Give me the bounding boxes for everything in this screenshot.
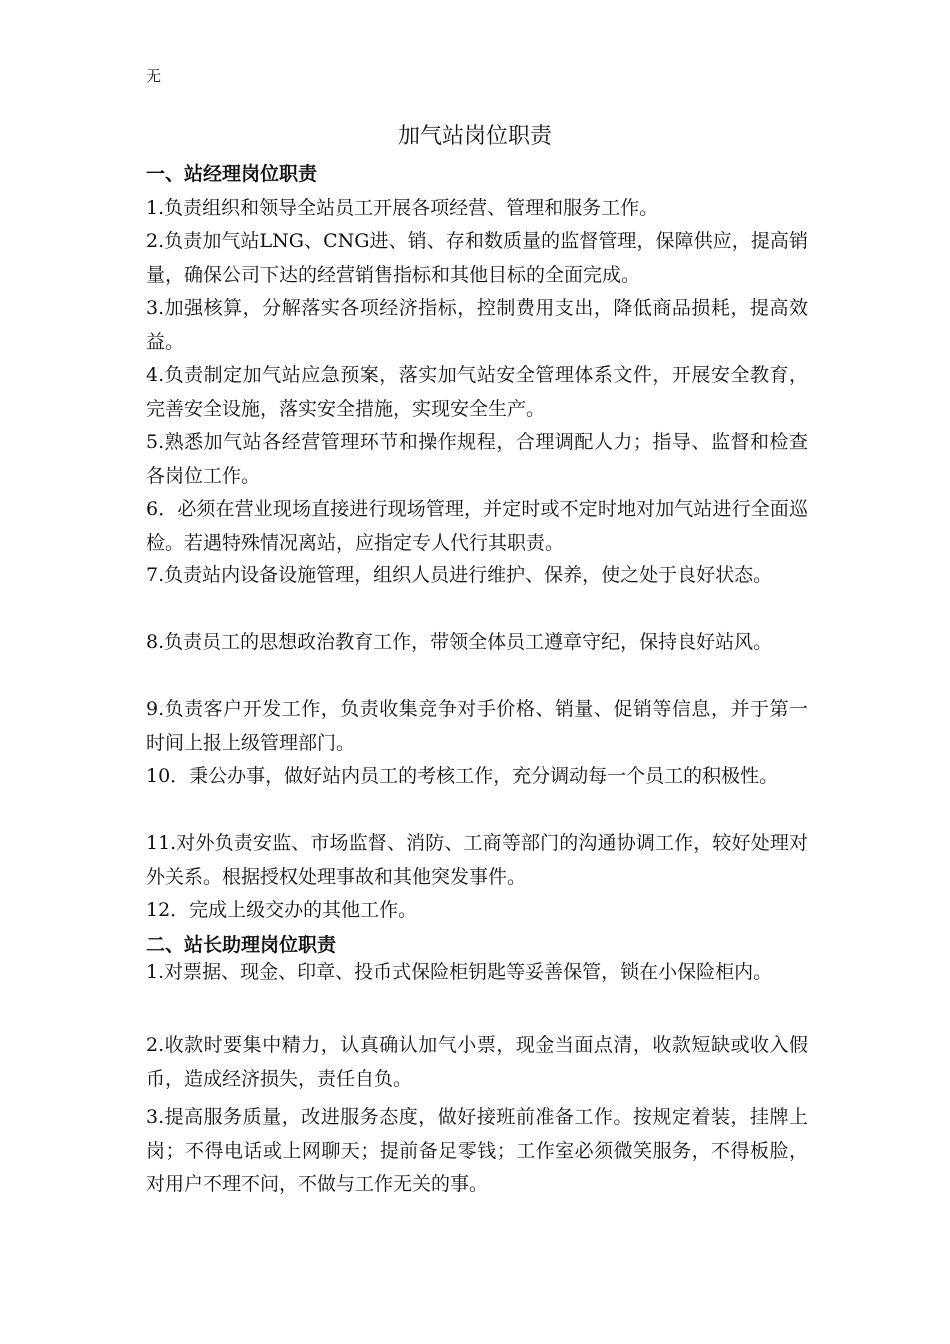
- manager-duty-8: 8.负责员工的思想政治教育工作，带领全体员工遵章守纪，保持良好站风。: [146, 631, 773, 653]
- manager-duty-1: 1.负责组织和领导全站员工开展各项经营、管理和服务工作。: [146, 197, 659, 219]
- manager-duty-10: 10．秉公办事，做好站内员工的考核工作，充分调动每一个员工的积极性。: [146, 765, 779, 787]
- assistant-duty-1: 1.对票据、现金、印章、投币式保险柜钥匙等妥善保管，锁在小保险柜内。: [146, 961, 773, 983]
- manager-duty-3: 3.加强核算，分解落实各项经济指标，控制费用支出，降低商品损耗，提高效益。: [146, 297, 808, 353]
- document-title: 加气站岗位职责: [397, 124, 552, 149]
- manager-duty-5: 5.熟悉加气站各经营管理环节和操作规程，合理调配人力；指导、监督和检查各岗位工作。: [146, 431, 808, 487]
- assistant-duty-3: 3.提高服务质量，改进服务态度，做好接班前准备工作。按规定着装，挂牌上岗；不得电话或上网聊天；提前备足零钱；工作室必须微笑服务，不得板脸，对用户不理不问，不做与工作无关的事。: [146, 1106, 808, 1195]
- header-note: 无: [146, 67, 162, 85]
- manager-duty-12: 12．完成上级交办的其他工作。: [146, 899, 418, 921]
- manager-duty-9: 9.负责客户开发工作，负责收集竞争对手价格、销量、促销等信息，并于第一时间上报上级管理部门。: [146, 698, 808, 754]
- assistant-duty-2: 2.收款时要集中精力，认真确认加气小票，现金当面点清，收款短缺或收入假币，造成经济损失，责任自负。: [146, 1034, 808, 1090]
- manager-duty-4: 4.负责制定加气站应急预案，落实加气站安全管理体系文件，开展安全教育，完善安全设施，落实安全措施，实现安全生产。: [146, 364, 808, 420]
- manager-duty-7: 7.负责站内设备设施管理，组织人员进行维护、保养，使之处于良好状态。: [146, 564, 773, 586]
- manager-duty-11: 11.对外负责安监、市场监督、消防、工商等部门的沟通协调工作，较好处理对外关系。根据授权处理事故和其他突发事件。: [146, 832, 808, 888]
- manager-duty-2: 2.负责加气站LNG、CNG进、销、存和数质量的监督管理，保障供应，提高销量，确保公司下达的经营销售指标和其他目标的全面完成。: [146, 230, 808, 286]
- section-heading-assistant: 二、站长助理岗位职责: [146, 934, 337, 956]
- manager-duty-6: 6．必须在营业现场直接进行现场管理，并定时或不定时地对加气站进行全面巡检。若遇特殊情况离站，应指定专人代行其职责。: [146, 498, 808, 554]
- section-heading-manager: 一、站经理岗位职责: [146, 163, 318, 185]
